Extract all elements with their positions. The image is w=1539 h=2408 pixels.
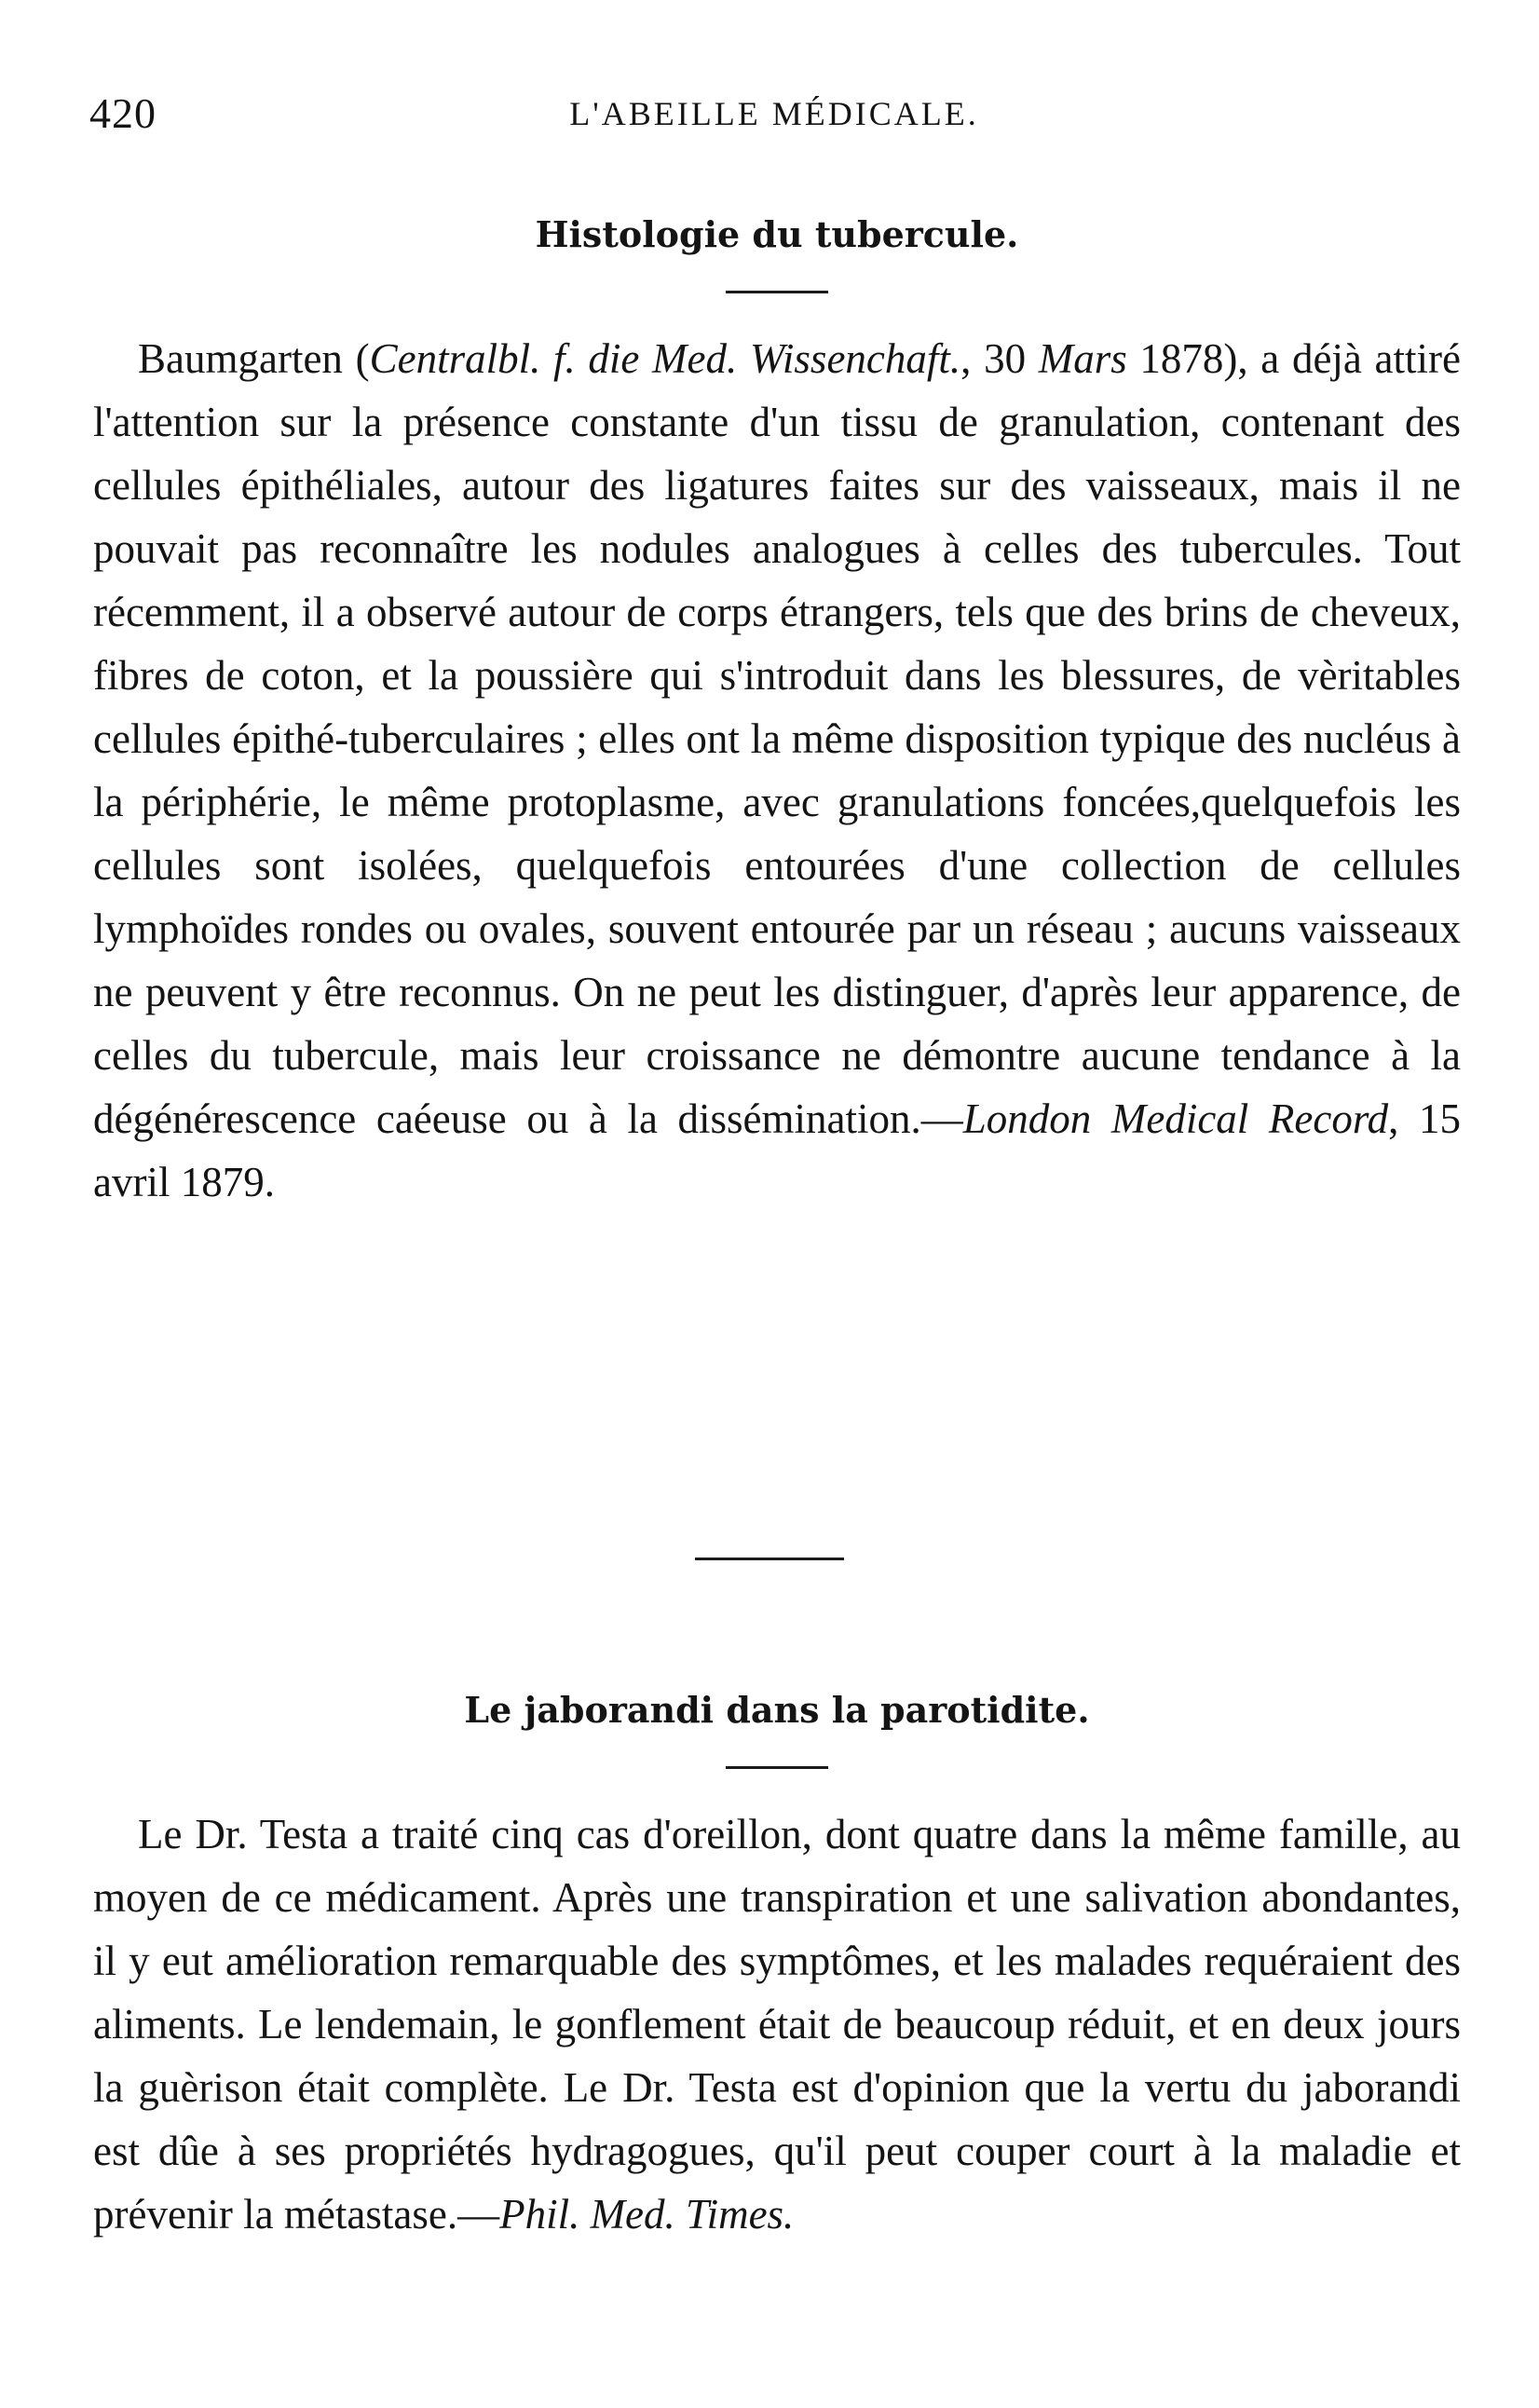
source-date: , 15 avril 1879.	[93, 1095, 1462, 1205]
source-title: Phil. Med. Times.	[499, 2191, 795, 2238]
text-body: Le Dr. Testa a traité cinq cas d'oreillon, dont quatre dans la même famille, au moyen de ce médicament. Après une transpiration et une salivation abondantes, il y eut amélioration remarquable des symptômes, et les malades requéraient des aliments. Le lendemain, le gonflement était de beaucoup réduit, et en deux jours la guèrison était complète. Le Dr. Testa est d'opinion que la vertu du jaborandi est dûe à ses propriétés hydragogues, qu'il peut couper court à la maladie et prévenir la métastase.—	[93, 1811, 1461, 2238]
title-rule	[726, 291, 828, 293]
journal-title: L'ABEILLE MÉDICALE.	[569, 95, 979, 132]
text-start: Baumgarten (	[138, 335, 370, 382]
source-title: London Medical Record	[962, 1095, 1389, 1142]
citation-journal: Centralbl. f. die Med. Wissenchaft.	[369, 335, 961, 382]
page-number: 420	[89, 89, 157, 137]
article-body	[93, 1803, 1461, 2246]
text-body: 1878), a déjà attiré l'attention sur la présence constante d'un tissu de granulation, contenant des cellules épithéliales, autour des ligatures faites sur des vaisseaux, mais il ne pouvait pas reconnaître les nodules analogues à celles des tubercules. Tout récemment, il a observé autour de corps étrangers, tels que des brins de cheveux, fibres de coton, et la poussière qui s'introduit dans les blessures, de vèritables cellules épithé-tuberculaires ; elles ont la même disposition typique des nucléus à la périphérie, le même protoplasme, avec granulations foncées,quelquefois les cellules sont isolées, quelquefois entourées d'une collection de cellules lymphoïdes rondes ou ovales, souvent entourée par un réseau ; aucuns vaisseaux ne peuvent y être reconnus. On ne peut les distinguer, d'après leur apparence, de celles du tubercule, mais leur croissance ne démontre aucune tendance à la dégénérescence caéeuse ou à la dissémination.—	[93, 335, 1461, 1142]
title-rule	[726, 1766, 828, 1769]
article-title: Le jaborandi dans la parotidite.	[464, 1689, 1090, 1731]
section-separator	[695, 1558, 844, 1560]
article-title: Histologie du tubercule.	[535, 213, 1019, 255]
text-cit-sep: , 30	[960, 335, 1039, 382]
running-head	[89, 86, 1459, 142]
article-body	[93, 327, 1461, 1214]
article-histologie	[93, 207, 1461, 1214]
citation-month: Mars	[1038, 335, 1127, 382]
article-jaborandi	[93, 1682, 1461, 2246]
